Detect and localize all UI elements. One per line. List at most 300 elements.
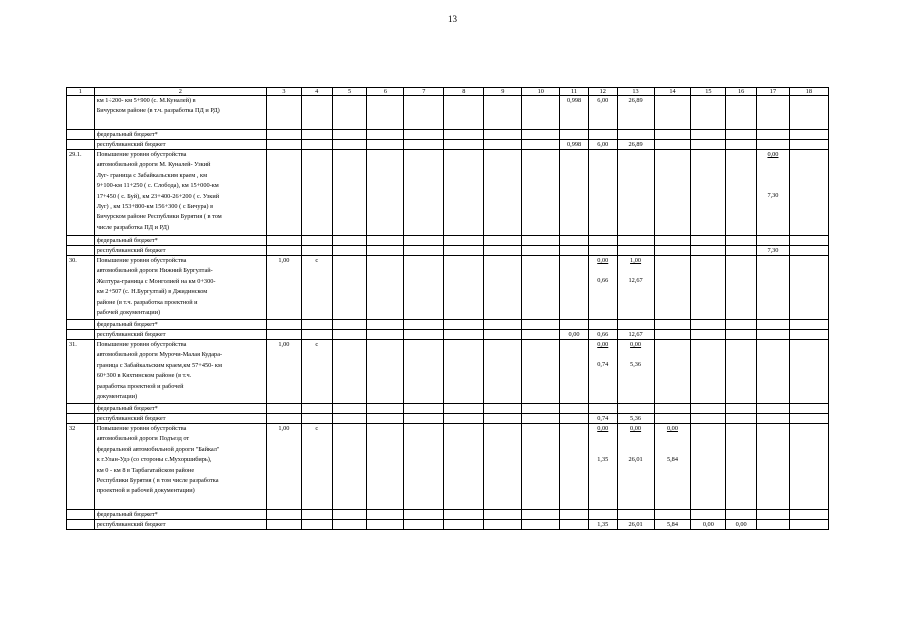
object-name [94, 340, 266, 404]
cell-empty [404, 424, 444, 510]
cell-empty [67, 520, 95, 530]
cell-empty [757, 256, 790, 320]
cell-empty [332, 140, 367, 150]
cell-empty [266, 520, 301, 530]
republic-budget-label: республиканский бюджет [94, 330, 266, 340]
table-row [67, 424, 829, 510]
cell-empty [588, 130, 617, 140]
cell-empty [301, 414, 332, 424]
cell-empty [444, 130, 484, 140]
cell-empty [617, 150, 654, 236]
cell-c3: 1,00 [266, 340, 301, 404]
cell-empty [266, 246, 301, 256]
republic-budget-label: республиканский бюджет [94, 520, 266, 530]
cell-empty [726, 424, 757, 510]
cell-empty [444, 414, 484, 424]
cell-c3: 1,00 [266, 424, 301, 510]
table-row [67, 150, 829, 236]
cell-c12 [588, 256, 617, 320]
cell-empty [367, 130, 404, 140]
cell-empty [757, 340, 790, 404]
value-top: 1,00 [630, 257, 642, 264]
cell-empty [444, 246, 484, 256]
cell-empty [654, 340, 691, 404]
row-number [67, 96, 95, 130]
cell-empty [444, 96, 484, 130]
cell-empty [404, 236, 444, 246]
object-name [94, 96, 266, 130]
name-line: Луг- граница с Забайкальским краем , км [96, 171, 208, 179]
cell-empty [654, 256, 691, 320]
cell-empty [332, 340, 367, 404]
column-header: 10 [522, 88, 560, 96]
cell-empty [404, 320, 444, 330]
column-header: 7 [404, 88, 444, 96]
rep-c11 [560, 246, 589, 256]
column-header: 17 [757, 88, 790, 96]
row-number: 30. [67, 256, 95, 320]
column-header: 4 [301, 88, 332, 96]
rep-c12: 0,74 [588, 414, 617, 424]
cell-empty [266, 236, 301, 246]
object-name [94, 256, 266, 320]
cell-empty [789, 150, 828, 236]
cell-empty [789, 140, 828, 150]
cell-empty [726, 340, 757, 404]
cell-empty [301, 520, 332, 530]
cell-empty [444, 256, 484, 320]
cell-empty [404, 414, 444, 424]
cell-empty [726, 150, 757, 236]
republic-budget-row [67, 520, 829, 530]
cell-empty [691, 424, 726, 510]
value-bottom: 5,84 [666, 456, 678, 464]
cell-empty [444, 510, 484, 520]
cell-empty [617, 404, 654, 414]
cell-empty [522, 424, 560, 510]
cell-c12 [588, 424, 617, 510]
cell-c12: 6,00 [588, 96, 617, 130]
cell-empty [726, 236, 757, 246]
federal-budget-label: федеральный бюджет* [94, 236, 266, 246]
value-bottom: 26,01 [628, 456, 643, 464]
federal-budget-row [67, 236, 829, 246]
name-line: районе (в т.ч. разработка проектной и [96, 298, 198, 306]
name-line: Бичурском районе (в т.ч. разработка ПД и РД) [96, 107, 220, 115]
value-bottom: 12,67 [628, 277, 643, 285]
cell-empty [588, 510, 617, 520]
column-header: 13 [617, 88, 654, 96]
cell-empty [404, 130, 444, 140]
spacer [591, 266, 615, 276]
cell-empty [560, 340, 589, 404]
row-number: 32 [67, 424, 95, 510]
rep-c11 [560, 520, 589, 530]
cell-empty [617, 236, 654, 246]
rep-c17: 7,30 [757, 246, 790, 256]
cell-empty [757, 130, 790, 140]
cell-empty [484, 424, 522, 510]
cell-empty [332, 236, 367, 246]
cell-empty [757, 404, 790, 414]
name-line: рабочей документации) [96, 309, 161, 317]
cell-empty [560, 510, 589, 520]
cell-empty [789, 246, 828, 256]
cell-empty [654, 150, 691, 236]
republic-budget-row [67, 414, 829, 424]
rep-c13 [617, 246, 654, 256]
name-line: 9+100-км 11+250 ( с. Слобода), км 15+000-км [96, 182, 219, 190]
cell-empty [332, 404, 367, 414]
cell-empty [332, 330, 367, 340]
cell-empty [404, 520, 444, 530]
cell-empty [484, 320, 522, 330]
rep-c13: 26,01 [617, 520, 654, 530]
value-bottom: 0,74 [597, 361, 609, 369]
cell-empty [691, 236, 726, 246]
cell-empty [484, 256, 522, 320]
cell-empty [522, 130, 560, 140]
cell-empty [301, 330, 332, 340]
republic-budget-row [67, 140, 829, 150]
cell-c15 [691, 96, 726, 130]
cell-empty [266, 330, 301, 340]
name-line: Бичурском районе Республики Бурятия ( в том [96, 213, 222, 221]
cell-empty [484, 246, 522, 256]
cell-empty [367, 246, 404, 256]
cell-empty [332, 520, 367, 530]
table-row [67, 340, 829, 404]
cell-empty [444, 404, 484, 414]
cell-empty [789, 414, 828, 424]
rep-c15: 0,00 [691, 520, 726, 530]
cell-empty [444, 150, 484, 236]
cell-empty [654, 510, 691, 520]
federal-budget-label: федеральный бюджет* [94, 320, 266, 330]
budget-table [66, 87, 829, 530]
spacer [620, 434, 652, 455]
name-line: км 2+507 (с. Н.Бургултай) в Джидинском [96, 288, 208, 296]
spacer [591, 434, 615, 455]
cell-empty [560, 424, 589, 510]
name-line: 60+300 в Кяхтинском районе (в т.ч. [96, 372, 192, 380]
column-header: 1 [67, 88, 95, 96]
cell-empty [484, 510, 522, 520]
republic-budget-label: республиканский бюджет [94, 246, 266, 256]
cell-empty [332, 320, 367, 330]
cell-empty [691, 404, 726, 414]
cell-empty [301, 320, 332, 330]
cell-empty [404, 340, 444, 404]
object-name [94, 150, 266, 236]
rep-c12: 1,35 [588, 520, 617, 530]
cell-empty [332, 150, 367, 236]
cell-c16 [726, 96, 757, 130]
cell-empty [484, 236, 522, 246]
cell-empty [560, 130, 589, 140]
rep-c15 [691, 414, 726, 424]
cell-empty [726, 320, 757, 330]
cell-empty [522, 414, 560, 424]
cell-empty [266, 320, 301, 330]
rep-c17 [757, 520, 790, 530]
value-top: 0,00 [666, 425, 678, 432]
name-line: км 0 - км 8 в Тарбагатайском районе [96, 466, 195, 474]
republic-budget-row [67, 330, 829, 340]
rep-c14 [654, 246, 691, 256]
federal-budget-row [67, 510, 829, 520]
cell-empty [367, 96, 404, 130]
cell-c17 [757, 150, 790, 236]
cell-empty [367, 236, 404, 246]
cell-empty [484, 96, 522, 130]
cell-empty [522, 340, 560, 404]
federal-budget-row [67, 320, 829, 330]
cell-empty [522, 330, 560, 340]
cell-empty [67, 414, 95, 424]
name-line: к г.Улан-Удэ (со стороны с.Мухоршибирь), [96, 456, 212, 464]
name-line: граница с Забайкальским краем,км 57+450- км [96, 361, 222, 369]
spacer [620, 266, 652, 276]
rep-c16 [726, 246, 757, 256]
cell-empty [367, 150, 404, 236]
cell-empty [404, 330, 444, 340]
cell-empty [332, 424, 367, 510]
cell-empty [617, 510, 654, 520]
cell-empty [484, 150, 522, 236]
column-header: 16 [726, 88, 757, 96]
cell-empty [367, 340, 404, 404]
rep-c12: 0,66 [588, 330, 617, 340]
cell-c4: с [301, 424, 332, 510]
name-line: Желтура-граница с Монголией на км 0+300- [96, 277, 216, 285]
cell-empty [67, 140, 95, 150]
cell-c3 [266, 96, 301, 130]
cell-empty [588, 404, 617, 414]
cell-empty [301, 140, 332, 150]
rep-c12 [588, 246, 617, 256]
name-line: автомобильной дороги М. Куналей- Узкий [96, 161, 211, 169]
spacer [591, 350, 615, 360]
cell-empty [654, 404, 691, 414]
object-name [94, 424, 266, 510]
cell-empty [332, 96, 367, 130]
cell-empty [757, 424, 790, 510]
cell-c13 [617, 424, 654, 510]
rep-c11 [560, 414, 589, 424]
rep-c16 [726, 330, 757, 340]
name-line: Повышение уровня обустройства [96, 257, 187, 264]
column-header: 15 [691, 88, 726, 96]
name-line: автомобильной дороги Нижний Бургултай- [96, 267, 213, 275]
cell-empty [367, 414, 404, 424]
rep-c17 [757, 330, 790, 340]
rep-c15 [691, 330, 726, 340]
cell-empty [691, 130, 726, 140]
federal-budget-row [67, 404, 829, 414]
cell-empty [444, 424, 484, 510]
cell-empty [522, 150, 560, 236]
cell-empty [404, 96, 444, 130]
cell-empty [726, 256, 757, 320]
cell-empty [332, 510, 367, 520]
cell-empty [522, 246, 560, 256]
name-line: Повышение уровня обустройства [96, 151, 187, 158]
cell-empty [301, 236, 332, 246]
cell-empty [332, 246, 367, 256]
cell-empty [404, 140, 444, 150]
cell-empty [726, 510, 757, 520]
cell-empty [588, 150, 617, 236]
cell-empty [484, 330, 522, 340]
cell-empty [332, 414, 367, 424]
cell-empty [367, 424, 404, 510]
cell-empty [757, 510, 790, 520]
rep-c16: 0,00 [726, 520, 757, 530]
column-header: 2 [94, 88, 266, 96]
cell-empty [444, 236, 484, 246]
cell-empty [266, 414, 301, 424]
name-line: автомобильной дороги Мурочи-Малая Кудара- [96, 351, 223, 359]
column-header-row [67, 88, 829, 96]
cell-empty [726, 404, 757, 414]
cell-empty [560, 150, 589, 236]
cell-empty [654, 130, 691, 140]
cell-empty [757, 236, 790, 246]
federal-budget-label: федеральный бюджет* [94, 510, 266, 520]
cell-empty [367, 256, 404, 320]
cell-empty [522, 96, 560, 130]
cell-empty [789, 256, 828, 320]
cell-empty [266, 130, 301, 140]
column-header: 18 [789, 88, 828, 96]
cell-empty [367, 520, 404, 530]
name-line: федеральной автомобильной дороги "Байкал" [96, 445, 220, 453]
cell-empty [444, 320, 484, 330]
name-line: проектной и рабочей документации) [96, 487, 195, 495]
cell-empty [484, 140, 522, 150]
republic-budget-label: республиканский бюджет [94, 140, 266, 150]
spacer [759, 160, 787, 191]
rep-c14 [654, 414, 691, 424]
cell-c4 [301, 96, 332, 130]
cell-empty [789, 130, 828, 140]
federal-budget-row [67, 130, 829, 140]
cell-empty [522, 404, 560, 414]
cell-empty [367, 330, 404, 340]
rep-c13: 26,89 [617, 140, 654, 150]
cell-c13: 26,89 [617, 96, 654, 130]
value-bottom: 5,36 [630, 361, 642, 369]
cell-empty [444, 140, 484, 150]
cell-empty [560, 236, 589, 246]
name-line: 17+450 ( с. Буй), км 23+400-26+200 ( с. Узкий [96, 192, 220, 200]
column-header: 5 [332, 88, 367, 96]
rep-c11: 0,00 [560, 330, 589, 340]
value-top: 0,00 [597, 257, 609, 264]
spacer [620, 350, 652, 360]
cell-empty [67, 320, 95, 330]
column-header: 11 [560, 88, 589, 96]
cell-empty [789, 340, 828, 404]
cell-empty [67, 510, 95, 520]
cell-empty [484, 414, 522, 424]
cell-empty [404, 510, 444, 520]
cell-empty [560, 404, 589, 414]
cell-empty [789, 330, 828, 340]
cell-empty [484, 404, 522, 414]
cell-empty [617, 130, 654, 140]
cell-empty [522, 510, 560, 520]
rep-c14: 5,84 [654, 520, 691, 530]
cell-c3: 1,00 [266, 256, 301, 320]
spacer [657, 434, 689, 455]
federal-budget-label: федеральный бюджет* [94, 404, 266, 414]
cell-empty [444, 340, 484, 404]
cell-empty [789, 520, 828, 530]
rep-c17 [757, 140, 790, 150]
rep-c12: 6,00 [588, 140, 617, 150]
cell-empty [67, 404, 95, 414]
cell-empty [367, 404, 404, 414]
cell-empty [67, 236, 95, 246]
cell-empty [654, 236, 691, 246]
cell-empty [444, 520, 484, 530]
rep-c14 [654, 140, 691, 150]
cell-empty [691, 320, 726, 330]
column-header: 14 [654, 88, 691, 96]
cell-empty [691, 150, 726, 236]
name-line: автомобильной дороги Подъезд от [96, 435, 190, 443]
cell-c4 [301, 150, 332, 236]
value-top: 0,00 [597, 341, 609, 348]
name-line: Повышение уровня обустройства [96, 341, 187, 348]
cell-empty [522, 520, 560, 530]
value-top: 0,00 [630, 341, 642, 348]
cell-empty [484, 130, 522, 140]
cell-c13 [617, 340, 654, 404]
cell-empty [266, 140, 301, 150]
cell-empty [404, 150, 444, 236]
value-bottom: 1,35 [597, 456, 609, 464]
name-line: Республики Бурятия ( в том числе разработка [96, 477, 219, 485]
cell-c14 [654, 424, 691, 510]
cell-empty [691, 256, 726, 320]
cell-empty [522, 236, 560, 246]
republic-budget-row [67, 246, 829, 256]
cell-empty [789, 424, 828, 510]
column-header: 6 [367, 88, 404, 96]
cell-empty [789, 236, 828, 246]
name-line: числе разработка ПД и РД) [96, 223, 170, 231]
value-bottom: 0,66 [597, 277, 609, 285]
name-line: разработка проектной и рабочей [96, 382, 184, 390]
rep-c11: 0,998 [560, 140, 589, 150]
cell-empty [67, 130, 95, 140]
federal-budget-label: федеральный бюджет* [94, 130, 266, 140]
cell-c17 [757, 96, 790, 130]
name-line: Луг) , км 153+800-км 156+300 ( с Бичура) в [96, 203, 214, 211]
name-line: документации) [96, 393, 138, 401]
cell-empty [67, 246, 95, 256]
cell-empty [301, 510, 332, 520]
cell-empty [588, 320, 617, 330]
table-row [67, 256, 829, 320]
cell-empty [484, 520, 522, 530]
column-header: 8 [444, 88, 484, 96]
cell-c14 [654, 96, 691, 130]
cell-empty [404, 256, 444, 320]
